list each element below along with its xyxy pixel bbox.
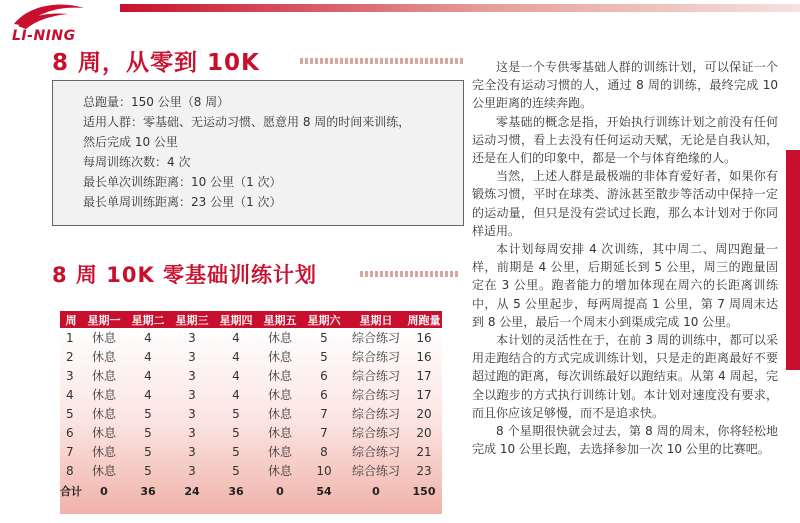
table-cell: 6 bbox=[320, 368, 328, 383]
article-body bbox=[472, 58, 778, 458]
column-header: 周跑量 bbox=[406, 311, 442, 328]
table-cell: 5 bbox=[144, 406, 152, 421]
total-cell: 0 bbox=[276, 484, 284, 498]
table-cell: 5 bbox=[144, 444, 152, 459]
training-plan-table bbox=[60, 311, 442, 502]
table-cell: 休息 bbox=[267, 407, 292, 421]
table-cell: 休息 bbox=[91, 388, 116, 402]
table-cell: 5 bbox=[320, 330, 328, 345]
table-cell: 休息 bbox=[267, 350, 292, 364]
swoosh-icon bbox=[8, 2, 88, 30]
table-cell: 4 bbox=[66, 387, 74, 402]
header-band bbox=[0, 0, 800, 14]
table-cell: 综合练习 bbox=[351, 464, 400, 478]
table-cell: 休息 bbox=[91, 464, 116, 478]
table-cell: 休息 bbox=[267, 445, 292, 459]
table-cell: 5 bbox=[66, 406, 74, 421]
article-paragraph: 本计划每周安排 4 次训练，其中周二、周四跑量一样，前期是 4 公里，后期延长到 5 公里，周三的跑量固定在 3 公里。跑者能力的增加体现在周六的长距离训练中，从 5 公里起步，每两周提高 1 公里，第 7 周周末达到 8 公里，最后一个周末小到渠成完成 10 公里。 bbox=[472, 242, 778, 329]
column-header: 星期三 bbox=[170, 311, 214, 328]
table-cell: 5 bbox=[232, 463, 240, 478]
table-cell: 21 bbox=[416, 444, 432, 459]
table-cell: 4 bbox=[232, 349, 240, 364]
column-header: 星期四 bbox=[214, 311, 258, 328]
table-cell: 综合练习 bbox=[351, 369, 400, 383]
table-row bbox=[60, 347, 442, 366]
table-cell: 8 bbox=[320, 444, 328, 459]
header-stripe bbox=[120, 4, 800, 12]
article-paragraph: 当然，上述人群是最极端的非体育爱好者，如果你有锻炼习惯，平时在球类、游泳甚至散步等活动中保持一定的运动量，但只是没有尝试过长跑，那么本计划对于你同样适用。 bbox=[472, 169, 778, 238]
table-row bbox=[60, 366, 442, 385]
table-cell: 综合练习 bbox=[351, 388, 400, 402]
column-header: 星期一 bbox=[82, 311, 126, 328]
table-cell: 4 bbox=[232, 387, 240, 402]
table-row bbox=[60, 442, 442, 461]
table-cell: 3 bbox=[188, 406, 196, 421]
info-line: 最长单周训练距离：23 公里（1 次） bbox=[83, 195, 282, 209]
section-title-1: 8 周，从零到 10K bbox=[52, 50, 260, 76]
table-cell: 4 bbox=[144, 330, 152, 345]
table-cell: 16 bbox=[416, 330, 432, 345]
table-cell: 5 bbox=[144, 463, 152, 478]
table-cell: 4 bbox=[232, 330, 240, 345]
table-cell: 休息 bbox=[91, 426, 116, 440]
column-header: 星期六 bbox=[302, 311, 346, 328]
table-cell: 休息 bbox=[267, 464, 292, 478]
table-cell: 综合练习 bbox=[351, 407, 400, 421]
info-line: 适用人群：零基础、无运动习惯、愿意用 8 周的时间来训练， bbox=[83, 115, 411, 129]
table-cell: 休息 bbox=[267, 331, 292, 345]
table-cell: 7 bbox=[320, 425, 328, 440]
summary-box bbox=[52, 80, 464, 226]
table-row bbox=[60, 423, 442, 442]
column-header: 星期日 bbox=[346, 311, 406, 328]
table-cell: 17 bbox=[416, 387, 432, 402]
table-cell: 20 bbox=[416, 406, 432, 421]
table-cell: 6 bbox=[66, 425, 74, 440]
table-cell: 休息 bbox=[91, 350, 116, 364]
table-cell: 2 bbox=[66, 349, 74, 364]
table-cell: 休息 bbox=[267, 369, 292, 383]
logo-text: LI-NING bbox=[12, 28, 76, 44]
total-cell: 0 bbox=[100, 484, 108, 498]
table-cell: 3 bbox=[188, 463, 196, 478]
total-cell: 36 bbox=[140, 484, 156, 498]
table-cell: 3 bbox=[188, 330, 196, 345]
section-title-2: 8 周 10K 零基础训练计划 bbox=[52, 263, 318, 287]
table-cell: 8 bbox=[66, 463, 74, 478]
title-decoration bbox=[360, 271, 460, 277]
table-cell: 3 bbox=[188, 387, 196, 402]
side-accent-bar bbox=[786, 150, 800, 370]
table-cell: 3 bbox=[66, 368, 74, 383]
table-total-row bbox=[60, 480, 442, 502]
table-cell: 综合练习 bbox=[351, 331, 400, 345]
info-line: 总跑量：150 公里（8 周） bbox=[83, 95, 230, 109]
table-cell: 5 bbox=[232, 406, 240, 421]
table-header-row bbox=[60, 311, 442, 328]
column-header: 星期五 bbox=[258, 311, 302, 328]
table-cell: 20 bbox=[416, 425, 432, 440]
table-cell: 3 bbox=[188, 349, 196, 364]
table-cell: 休息 bbox=[267, 426, 292, 440]
table-row bbox=[60, 385, 442, 404]
table-cell: 4 bbox=[232, 368, 240, 383]
total-cell: 150 bbox=[412, 484, 436, 498]
total-cell: 0 bbox=[372, 484, 380, 498]
table-cell: 10 bbox=[316, 463, 332, 478]
total-cell: 36 bbox=[228, 484, 244, 498]
table-cell: 休息 bbox=[267, 388, 292, 402]
info-line: 最长单次训练距离：10 公里（1 次） bbox=[83, 175, 282, 189]
article-paragraph: 零基础的概念是指，开始执行训练计划之前没有任何运动习惯，看上去没有任何运动天赋，无论是自我认知，还是在人们的印象中，都是一个与体育绝缘的人。 bbox=[472, 114, 778, 166]
table-cell: 4 bbox=[144, 387, 152, 402]
total-cell: 24 bbox=[184, 484, 200, 498]
table-cell: 5 bbox=[232, 425, 240, 440]
table-cell: 休息 bbox=[91, 369, 116, 383]
table-cell: 16 bbox=[416, 349, 432, 364]
table-cell: 7 bbox=[320, 406, 328, 421]
article-paragraph: 这是一个专供零基础人群的训练计划，可以保证一个完全没有运动习惯的人，通过 8 周的训练，最终完成 10 公里距离的连续奔跑。 bbox=[472, 60, 778, 111]
table-row bbox=[60, 461, 442, 480]
title-decoration bbox=[300, 58, 465, 64]
table-cell: 1 bbox=[66, 330, 74, 345]
table-cell: 4 bbox=[144, 368, 152, 383]
table-cell: 5 bbox=[144, 425, 152, 440]
column-header: 星期二 bbox=[126, 311, 170, 328]
table-row bbox=[60, 404, 442, 423]
total-cell: 合计 bbox=[60, 485, 82, 498]
table-cell: 3 bbox=[188, 368, 196, 383]
table-cell: 7 bbox=[66, 444, 74, 459]
table-cell: 17 bbox=[416, 368, 432, 383]
table-cell: 23 bbox=[416, 463, 432, 478]
article-paragraph: 8 个星期很快就会过去，第 8 周的周末，你将轻松地完成 10 公里长跑，去选择参加一次 10 公里的比赛吧。 bbox=[472, 424, 778, 457]
table-cell: 休息 bbox=[91, 331, 116, 345]
table-cell: 6 bbox=[320, 387, 328, 402]
table-cell: 综合练习 bbox=[351, 426, 400, 440]
info-line: 然后完成 10 公里 bbox=[83, 135, 178, 149]
table-row bbox=[60, 328, 442, 347]
table-cell: 休息 bbox=[91, 445, 116, 459]
table-cell: 综合练习 bbox=[351, 350, 400, 364]
table-cell: 5 bbox=[232, 444, 240, 459]
brand-logo bbox=[8, 2, 108, 48]
info-line: 每周训练次数：4 次 bbox=[83, 155, 191, 169]
table-cell: 综合练习 bbox=[351, 445, 400, 459]
total-cell: 54 bbox=[316, 484, 332, 498]
table-cell: 3 bbox=[188, 425, 196, 440]
table-cell: 4 bbox=[144, 349, 152, 364]
table-cell: 3 bbox=[188, 444, 196, 459]
column-header: 周 bbox=[60, 311, 82, 328]
table-cell: 5 bbox=[320, 349, 328, 364]
article-paragraph: 本计划的灵活性在于，在前 3 周的训练中，都可以采用走跑结合的方式完成训练计划，只是走的距离最好不要超过跑的距离，每次训练最好以跑结束。从第 4 周起，完全以跑步的方式执行训练计划。本计划对速度没有要求，而且你应该足够慢，而不是追求快。 bbox=[472, 333, 778, 420]
table-cell: 休息 bbox=[91, 407, 116, 421]
